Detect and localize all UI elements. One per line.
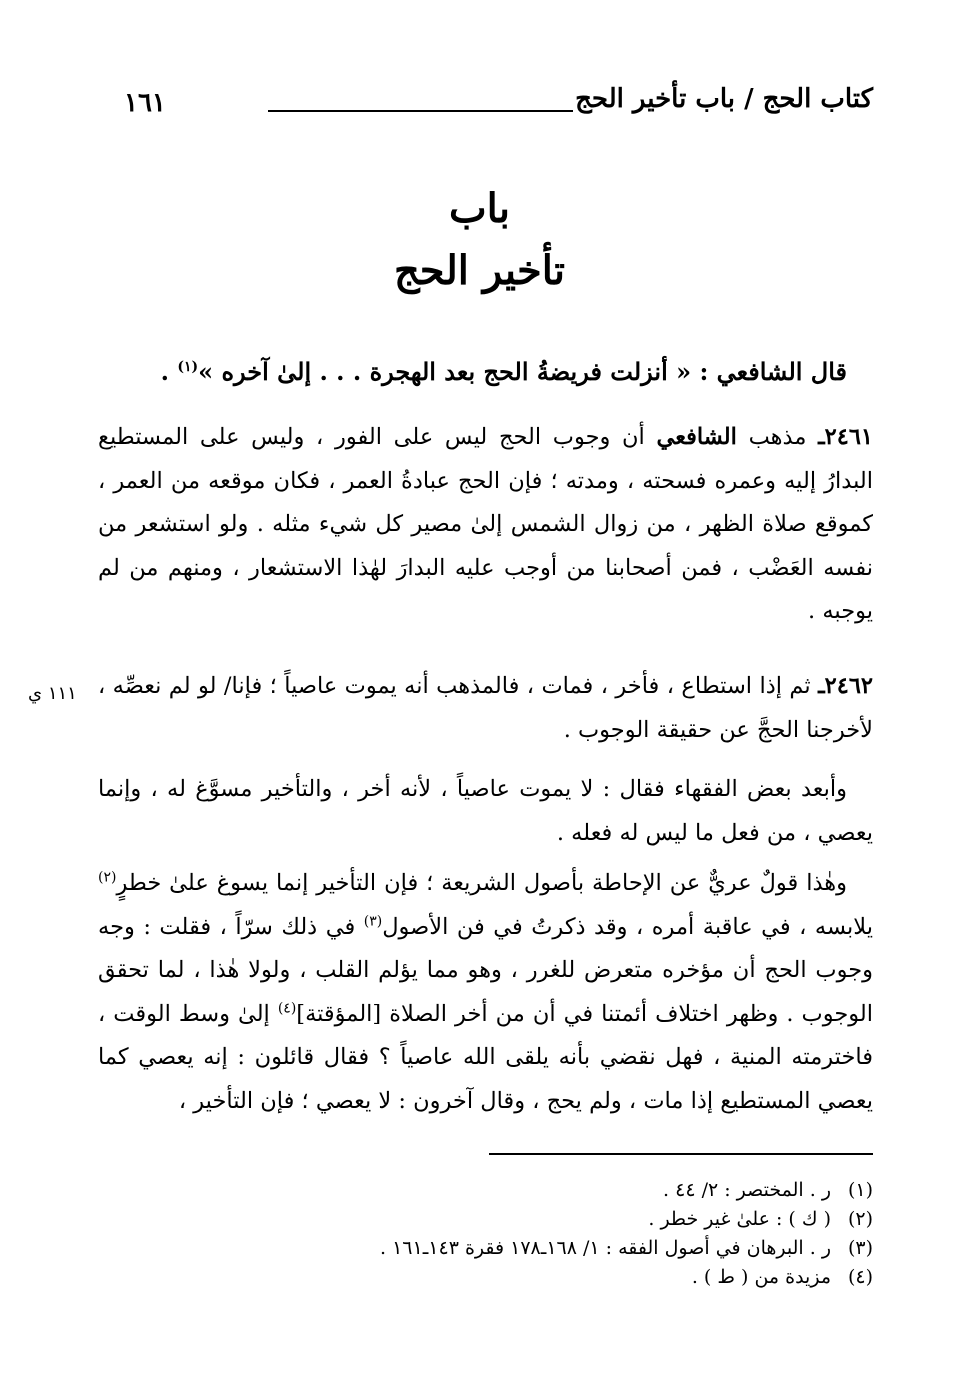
- paragraph-2462: [98, 665, 873, 752]
- paragraph-text-4: إلىٰ وسط الوقت ، فاخترمته المنية ، فهل نقضي بأنه يلقى الله عاصياً ؟ فقال قائلون : إنه يعصي كما يعصي المستطيع إذا مات ، ولم يحج ، وقال آخرون : لا يعصي ؛ فإن التأخير ،: [98, 1000, 873, 1114]
- bold-term: الشافعي: [656, 424, 737, 450]
- margin-manuscript-note: ١١١ ي: [28, 683, 77, 704]
- footnote-mark: (٤): [847, 1266, 873, 1288]
- paragraph-lead: مذهب: [736, 424, 819, 450]
- running-title: كتاب الحج / باب تأخير الحج: [575, 84, 873, 114]
- footnote: [113, 1263, 873, 1292]
- footnote-mark: (١): [847, 1179, 873, 1201]
- paragraph-text: ثم إذا استطاع ، فأخر ، فمات ، فالمذهب أنه يموت عاصياً ؛ فإنا/ لو لم نعصِّه ، لأخرجنا الحجَّ عن حقيقة الوجوب .: [98, 673, 873, 743]
- paragraph-2461: [98, 416, 873, 634]
- paragraph-text-3: في ذلك سرّاً ، فقلت : وجه وجوب الحج أن مؤخره متعرض للغرر ، وهو مما يؤلم القلب ، ولولا هٰذا ، لما تحقق الوجوب . وظهر اختلاف أئمتنا في أن من أخر الصلاة [المؤقتة]: [98, 913, 873, 1027]
- running-header: [98, 84, 873, 124]
- paragraph-number: ٢٤٦٢ـ: [818, 673, 873, 699]
- footnote-text: ( ك ) : علىٰ غير خطر .: [648, 1208, 831, 1230]
- shafii-quote: [87, 350, 847, 394]
- paragraph-text-2: يلابسه ، في عاقبة أمره ، وقد ذكرتُ في فن الأصول: [382, 913, 873, 940]
- header-rule: [268, 110, 573, 112]
- footnote-ref: (٢): [98, 869, 117, 886]
- chapter-title-line1: باب: [449, 185, 510, 232]
- page-number: ١٦١: [124, 88, 166, 118]
- footnote: [113, 1176, 873, 1205]
- quote-text: قال الشافعي : « أنزلت فريضةُ الحج بعد الهجرة . . . إلىٰ آخره »: [198, 357, 847, 386]
- footnote-text: مزيدة من ( ط ) .: [691, 1266, 831, 1288]
- paragraph-text: أن وجوب الحج ليس على الفور ، وليس على المستطيع البدارُ إليه وعمره فسحته ، ومدته ؛ فإن الحج عبادةُ العمر ، فكان موقعه من العمر ، كموقع صلاة الظهر ، من زوال الشمس إلىٰ مصير كل شيء مثله . ولو استشعر من نفسه العَضْب ، فمن أصحابنا من أوجب عليه البدارَ لهٰذا الاستشعار ، ومنهم من لم يوجبه .: [98, 424, 873, 624]
- paragraph-4: [98, 862, 873, 1123]
- footnote-ref: (١): [177, 359, 199, 375]
- footnote-separator: [489, 1153, 873, 1155]
- footnote-ref: (٤): [277, 1000, 297, 1016]
- paragraph-text-1: وهٰذا قولٌ عريٌّ عن الإحاطة بأصول الشريعة ؛ فإن التأخير إنما يسوغ علىٰ خطرٍ: [116, 870, 847, 896]
- chapter-title-line2: تأخير الحج: [393, 247, 566, 294]
- footnote-ref: (٣): [363, 913, 383, 929]
- footnote: [113, 1234, 873, 1263]
- footnote-text: ر . المختصر : ٢/ ٤٤ .: [663, 1179, 831, 1201]
- paragraph-3: [98, 768, 873, 855]
- footnote: [113, 1205, 873, 1234]
- paragraph-text: وأبعد بعض الفقهاء فقال : لا يموت عاصياً ، لأنه أخر ، والتأخير مسوَّغ له ، وإنما يعصي ، من فعل ما ليس له فعله .: [98, 776, 873, 846]
- quote-suffix: .: [160, 357, 178, 386]
- paragraph-number: ٢٤٦١ـ: [818, 424, 873, 450]
- footnotes: [113, 1176, 873, 1292]
- footnote-mark: (٢): [847, 1208, 873, 1230]
- chapter-title: [0, 178, 959, 302]
- footnote-mark: (٣): [847, 1237, 873, 1259]
- footnote-text: ر . البرهان في أصول الفقه : ١/ ١٦٨ـ١٧٨ فقرة ١٤٣ـ١٦١ .: [379, 1237, 831, 1259]
